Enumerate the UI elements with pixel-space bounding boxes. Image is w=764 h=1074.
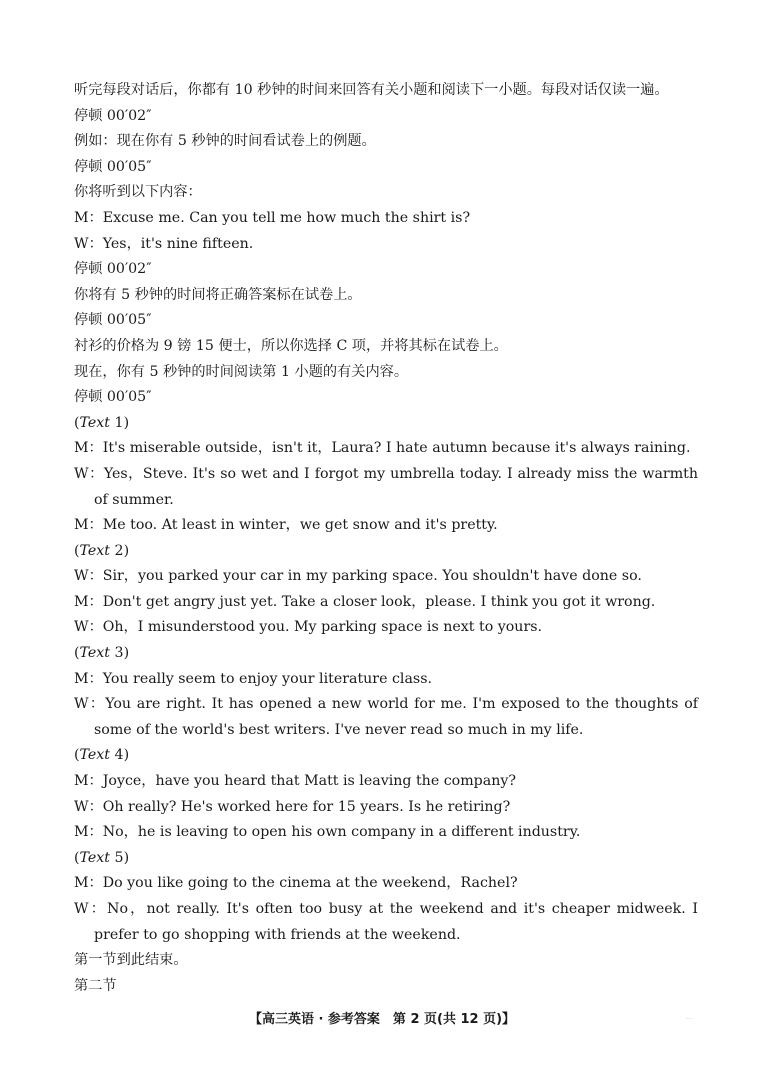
text-label: (Text 4) [74, 747, 130, 764]
pause-line: 停顿 00′05″ [74, 389, 152, 406]
pause-line: 停顿 00′02″ [74, 107, 152, 124]
dialogue-line: W：No，not really. It's often too busy at the weekend and it's cheaper midweek. I prefer to go shopping with friends at the weekend. [74, 901, 698, 943]
corner-mark: … [686, 1013, 693, 1021]
dialogue-line: W：Oh really? He's worked here for 15 years. Is he retiring? [74, 798, 511, 815]
example-dialogue-w: W：Yes，it's nine fifteen. [74, 235, 254, 252]
example-dialogue-m: M：Excuse me. Can you tell me how much the shirt is? [74, 209, 471, 226]
dialogue-line: M：You really seem to enjoy your literature class. [74, 670, 432, 687]
text-label: (Text 3) [74, 645, 130, 662]
dialogue-line: W：You are right. It has opened a new world for me. I'm exposed to the thoughts of some of the world's best writers. I've never read so much in my life. [74, 696, 698, 738]
dialogue-line: M：Don't get angry just yet. Take a closer look，please. I think you got it wrong. [74, 593, 656, 610]
dialogue-line: M：Me too. At least in winter，we get snow and it's pretty. [74, 517, 498, 534]
dialogue-line: M：No，he is leaving to open his own company in a different industry. [74, 824, 581, 841]
example-text: 例如：现在你有 5 秒钟的时间看试卷上的例题。 [74, 133, 376, 150]
will-hear-text: 你将听到以下内容： [74, 184, 202, 201]
price-note-text: 衬衫的价格为 9 镑 15 便士，所以你选择 C 项，并将其标在试卷上。 [74, 337, 508, 354]
pause-line: 停顿 00′05″ [74, 312, 152, 329]
page-footer: 【高三英语 · 参考答案 第 2 页(共 12 页)】 [248, 1012, 516, 1027]
dialogue-line: W：Sir，you parked your car in my parking space. You shouldn't have done so. [74, 568, 642, 585]
document-body [74, 78, 698, 999]
dialogue-line: M：Do you like going to the cinema at the weekend，Rachel? [74, 875, 518, 892]
dialogue-line: M：Joyce，have you heard that Matt is leaving the company? [74, 773, 516, 790]
text-label: (Text 5) [74, 849, 130, 866]
instruction-text: 听完每段对话后，你都有 10 秒钟的时间来回答有关小题和阅读下一小题。每段对话仅读一遍。 [74, 82, 669, 98]
read-question-text: 现在，你有 5 秒钟的时间阅读第 1 小题的有关内容。 [74, 363, 409, 380]
pause-line: 停顿 00′05″ [74, 158, 152, 175]
text-label: (Text 1) [74, 414, 130, 431]
pause-line: 停顿 00′02″ [74, 261, 152, 278]
dialogue-line: W：Yes，Steve. It's so wet and I forgot my umbrella today. I already miss the warmth of summer. [74, 465, 698, 508]
section-end-text: 第一节到此结束。 [74, 952, 188, 969]
dialogue-line: M：It's miserable outside，isn't it，Laura? I hate autumn because it's always raining. [74, 440, 691, 457]
dialogue-line: W：Oh，I misunderstood you. My parking space is next to yours. [74, 619, 543, 636]
mark-answer-text: 你将有 5 秒钟的时间将正确答案标在试卷上。 [74, 286, 362, 303]
dialogue-texts [74, 411, 698, 948]
text-label: (Text 2) [74, 542, 130, 559]
section-two-heading: 第二节 [74, 977, 117, 994]
